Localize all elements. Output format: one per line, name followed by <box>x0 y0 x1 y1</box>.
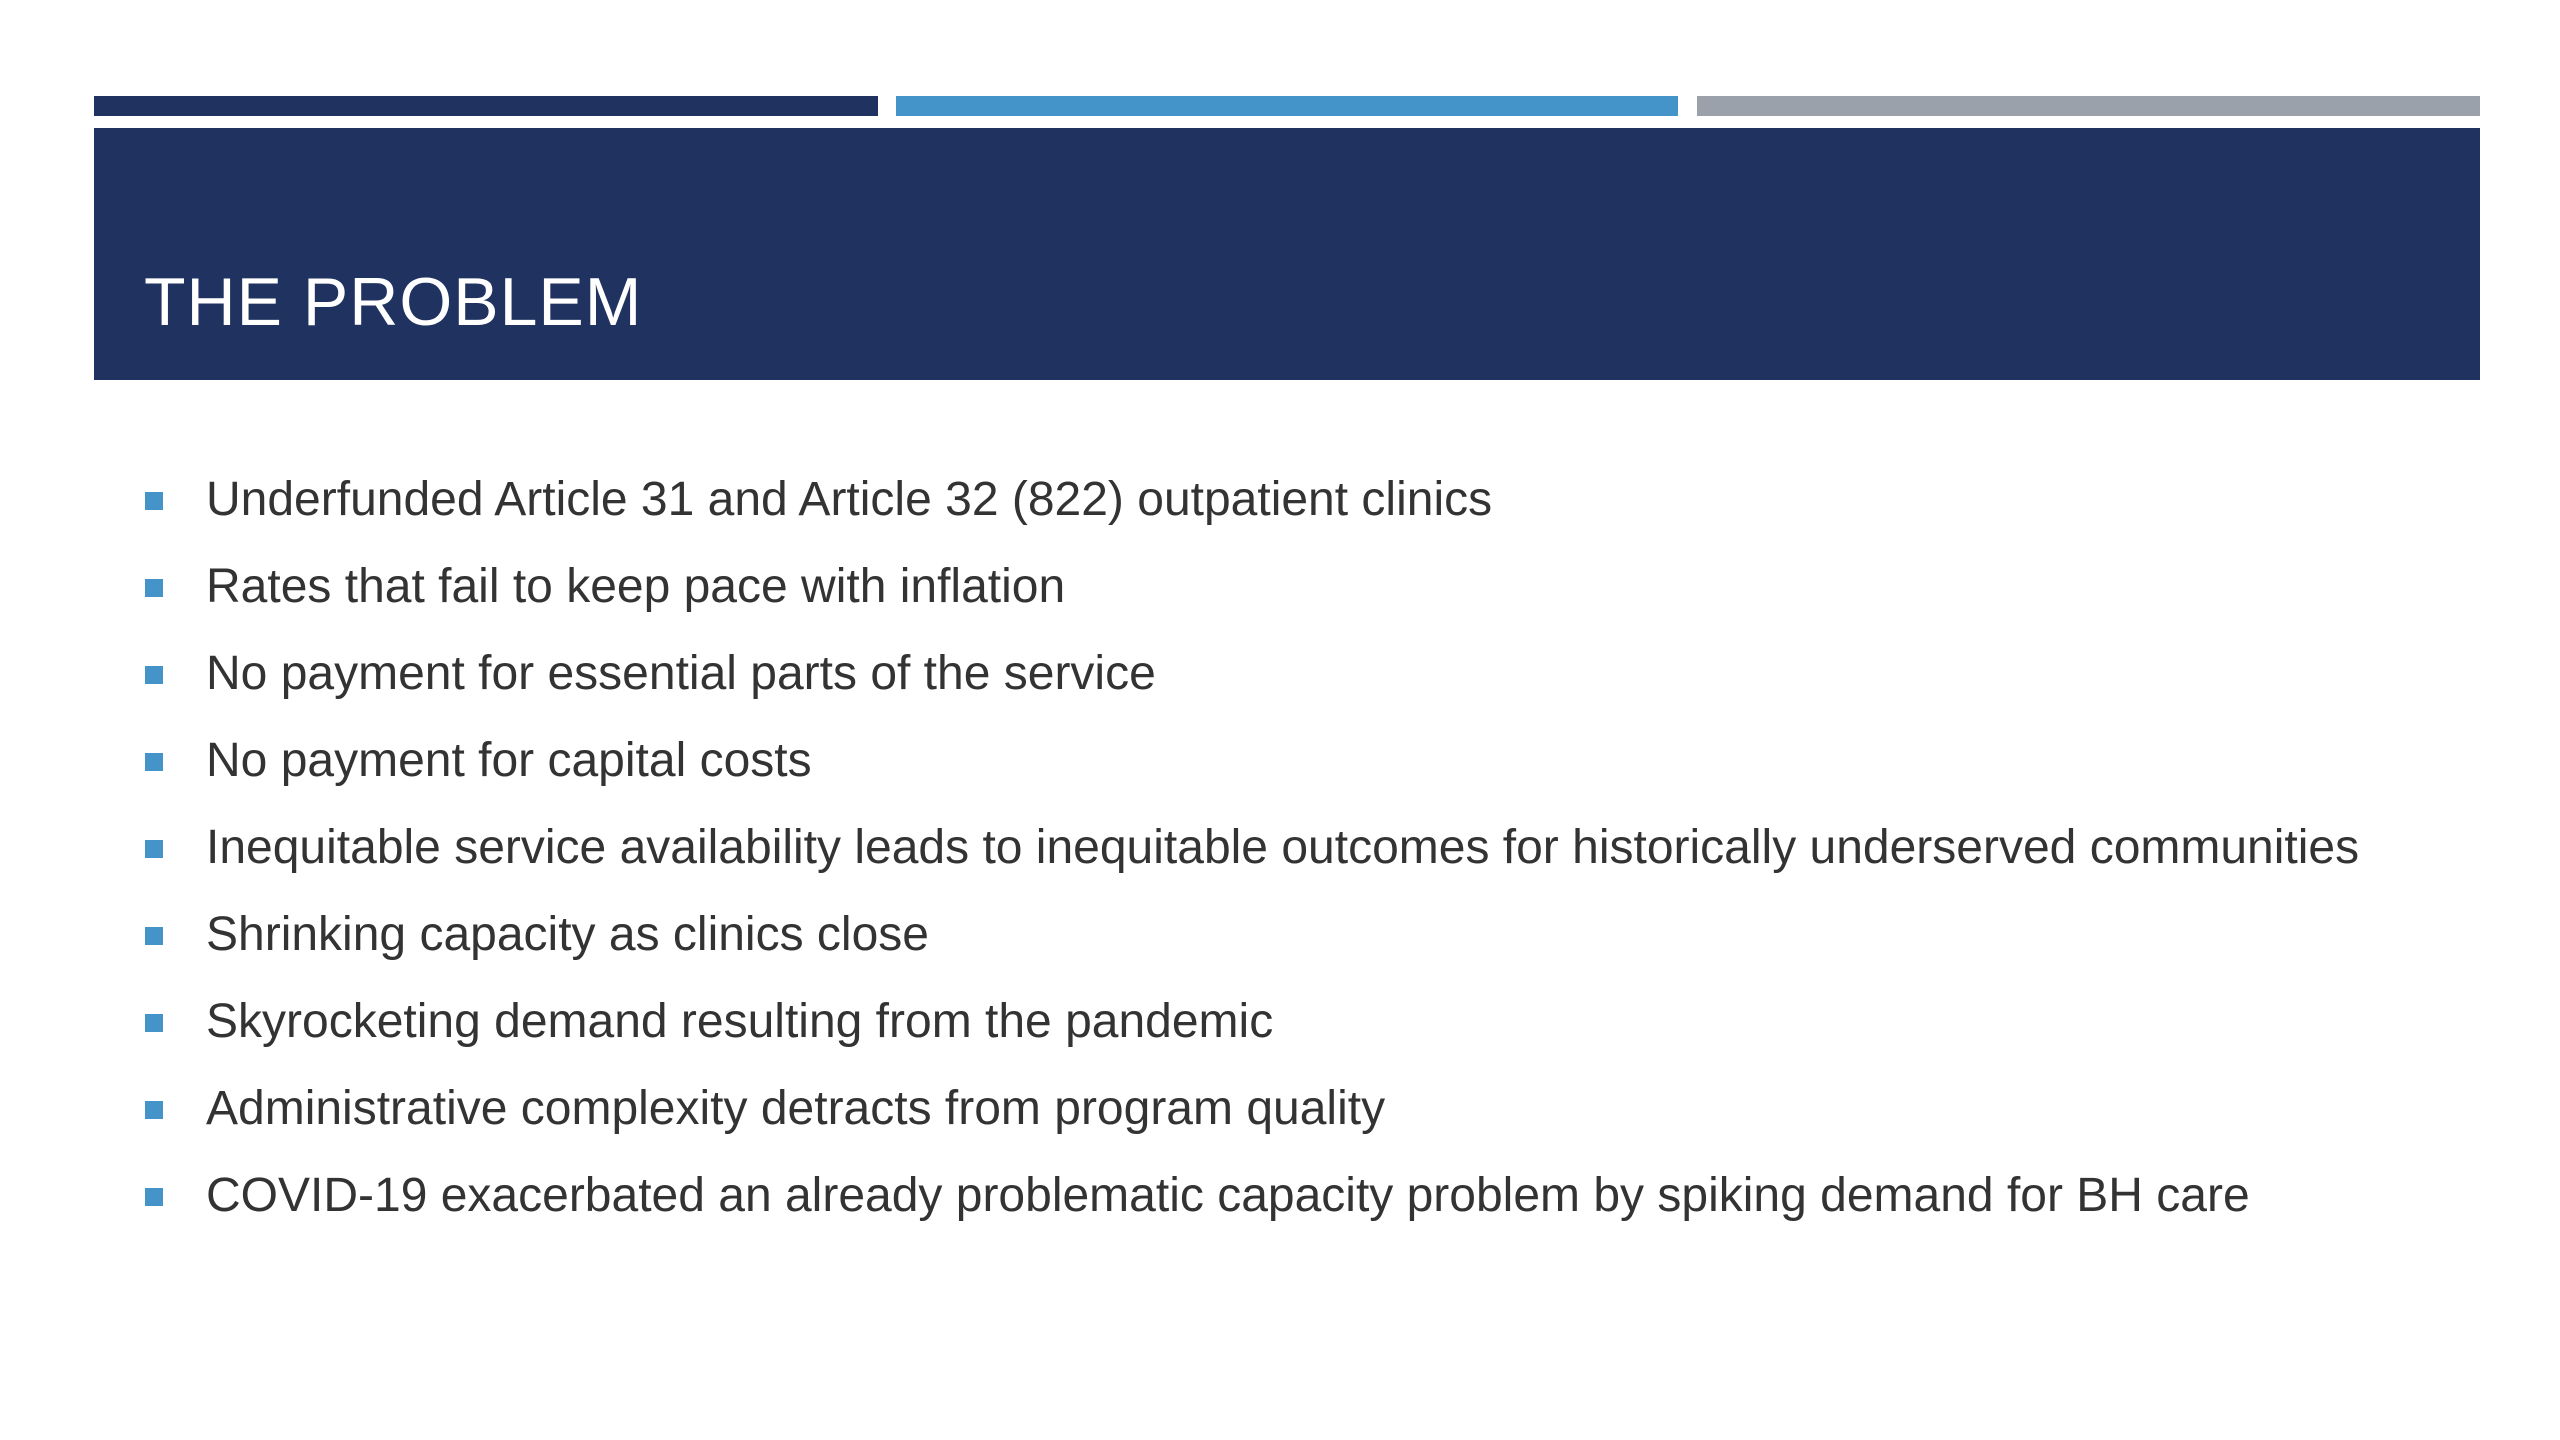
bullet-text: Inequitable service availability leads to inequitable outcomes for historically underserved communities <box>206 821 2360 874</box>
list-item <box>0 818 2560 905</box>
bullet-text: Rates that fail to keep pace with inflation <box>206 560 1066 613</box>
list-item <box>0 644 2560 731</box>
accent-bar-blue <box>896 96 1678 116</box>
bullet-text: No payment for essential parts of the service <box>206 647 1156 700</box>
bullet-text: COVID-19 exacerbated an already problematic capacity problem by spiking demand for BH care <box>206 1169 2250 1222</box>
list-item <box>0 905 2560 992</box>
list-item <box>0 731 2560 818</box>
square-bullet-icon <box>145 1014 163 1032</box>
slide-title: THE PROBLEM <box>144 264 643 340</box>
list-item <box>0 1079 2560 1166</box>
list-item <box>0 470 2560 557</box>
square-bullet-icon <box>145 927 163 945</box>
square-bullet-icon <box>145 492 163 510</box>
bullet-text: Underfunded Article 31 and Article 32 (822) outpatient clinics <box>206 473 1493 526</box>
list-item <box>0 557 2560 644</box>
list-item <box>0 1166 2560 1253</box>
square-bullet-icon <box>145 753 163 771</box>
square-bullet-icon <box>145 1188 163 1206</box>
accent-bar-gray <box>1697 96 2480 116</box>
square-bullet-icon <box>145 1101 163 1119</box>
square-bullet-icon <box>145 666 163 684</box>
bullet-text: Shrinking capacity as clinics close <box>206 908 929 961</box>
square-bullet-icon <box>145 579 163 597</box>
square-bullet-icon <box>145 840 163 858</box>
list-item <box>0 992 2560 1079</box>
title-band <box>94 128 2480 380</box>
bullet-text: Administrative complexity detracts from program quality <box>206 1082 1386 1135</box>
bullet-text: No payment for capital costs <box>206 734 812 787</box>
bullet-text: Skyrocketing demand resulting from the pandemic <box>206 995 1274 1048</box>
accent-bar-dark <box>94 96 878 116</box>
bullet-list <box>0 470 2560 1253</box>
